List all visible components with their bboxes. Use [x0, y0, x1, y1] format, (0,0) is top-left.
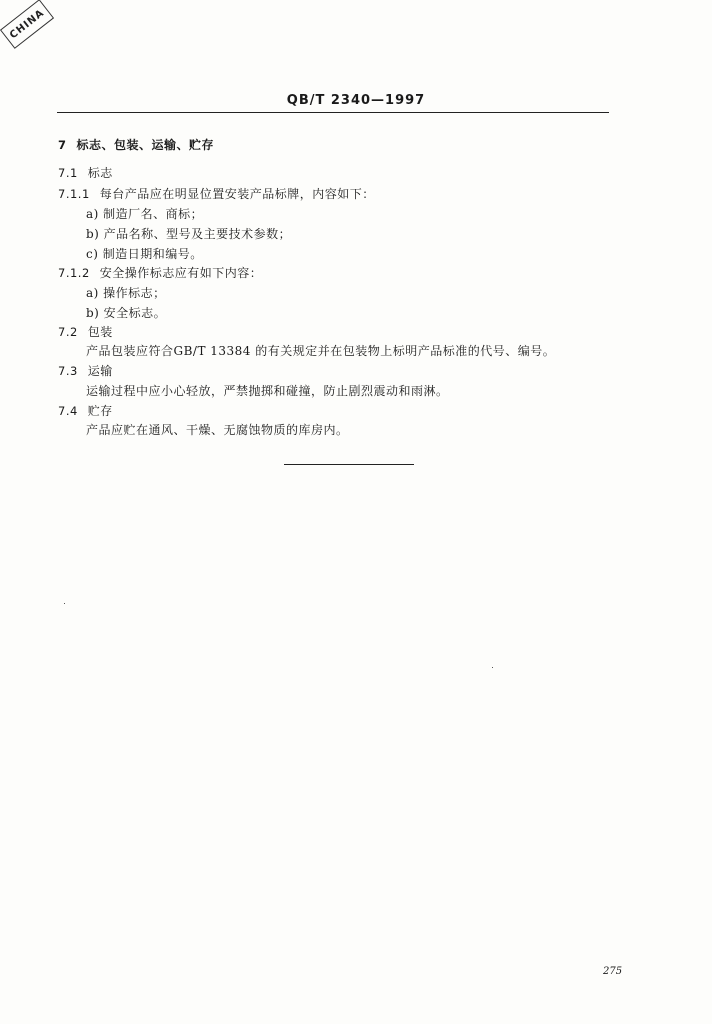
- section-number: 7.4: [58, 404, 78, 418]
- header-rule: [57, 112, 609, 113]
- section-number: 7.2: [58, 325, 78, 339]
- standard-code-header: QB/T 2340—1997: [286, 93, 426, 108]
- section-7-3-body: 运输过程中应小心轻放，严禁抛掷和碰撞，防止剧烈震动和雨淋。: [86, 384, 449, 398]
- list-item: c) 制造日期和编号。: [86, 247, 203, 261]
- section-7-1-heading: [58, 166, 113, 181]
- section-7-4-heading: [58, 404, 113, 419]
- china-stamp: CHINA: [0, 0, 54, 49]
- list-item: b) 安全标志。: [86, 306, 167, 320]
- list-item: a) 操作标志；: [86, 286, 166, 300]
- list-item: a) 制造厂名、商标；: [86, 207, 204, 221]
- section-title: 运输: [87, 364, 113, 378]
- clause-text: 每台产品应在明显位置安装产品标牌，内容如下：: [99, 187, 375, 201]
- clause-7-1-2: [58, 266, 262, 281]
- section-title: 包装: [87, 325, 113, 339]
- section-7-2-body: 产品包装应符合GB/T 13384 的有关规定并在包装物上标明产品标准的代号、编号。: [86, 344, 556, 358]
- section-number: 7: [58, 138, 67, 152]
- clause-text: 安全操作标志应有如下内容：: [99, 266, 263, 280]
- section-7-3-heading: [58, 364, 113, 379]
- section-number: 7.1.2: [58, 266, 90, 280]
- section-number: 7.1.1: [58, 187, 90, 201]
- scan-speck: [64, 603, 65, 604]
- list-item: b) 产品名称、型号及主要技术参数；: [86, 227, 292, 241]
- section-title: 标志: [87, 166, 113, 180]
- section-title: 贮存: [87, 404, 113, 418]
- section-7-heading: [58, 138, 214, 153]
- section-title: 标志、包装、运输、贮存: [76, 138, 215, 152]
- section-7-4-body: 产品应贮在通风、干燥、无腐蚀物质的库房内。: [86, 423, 349, 437]
- section-number: 7.1: [58, 166, 78, 180]
- scan-speck: [492, 667, 493, 668]
- section-7-2-heading: [58, 325, 113, 340]
- page-number: 275: [603, 966, 623, 977]
- clause-7-1-1: [58, 187, 375, 202]
- section-number: 7.3: [58, 364, 78, 378]
- end-rule: [284, 464, 414, 465]
